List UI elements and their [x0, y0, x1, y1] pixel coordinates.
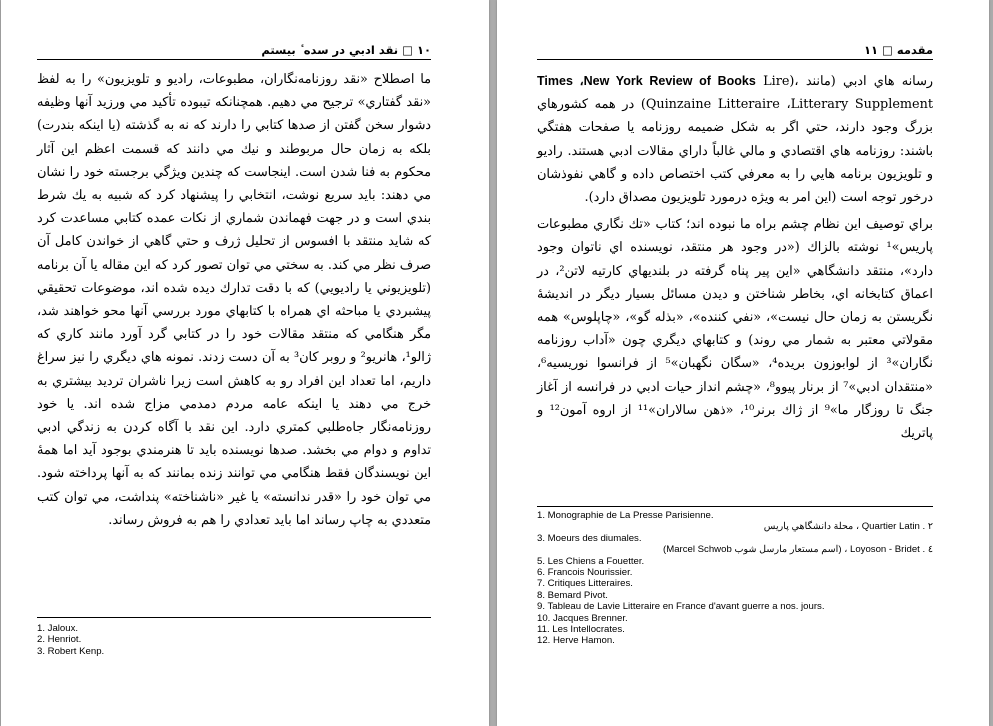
- footnote-item: 3. Robert Kenp.: [37, 645, 105, 657]
- footnote-item: ٢ . Quartier Latin ، محلة دانشگاهي پاريس: [763, 521, 933, 533]
- right-running-head: مقدمه □ ١١: [863, 43, 933, 57]
- footnote-item: 2. Henriot.: [37, 634, 82, 646]
- latin-journal-titles: Times ،New York Review of Books: [537, 74, 756, 88]
- left-footnote-rule: [37, 617, 431, 618]
- footnote-item: ٤ . Loyoson - Bridet ، (اسم مستعار مارسل شوب Marcel Schwob): [663, 544, 933, 556]
- footnote-item: 6. Francois Nourissier.: [537, 567, 633, 579]
- left-running-head: ١٠ □ نقد ادبي در سده ٔ بيستم: [261, 43, 431, 57]
- right-footnote-rule: [537, 506, 933, 507]
- footnote-item: 10. Jacques Brenner.: [537, 612, 628, 624]
- paragraph-1-rest: Lire)، Quinzaine Litteraire ،Litterary Supplement) در همه كشورهاي بزرگ وجود دارند، حتي اگر به شكل ضميمه روزنامه يا صفحات هفتگي باشند: روزنامه هاي اقتصادي و مالي غالباً داراي مقالات ادبي هستند. راديو و تلويزيون برنامه هايي را به معرفي كتب اختصاص داده و گاهي نفوذشان درخور توجه است (اين امر به ويژه درمورد تلويزيون مصداق دارد).: [537, 74, 933, 206]
- left-page-header: [37, 43, 431, 60]
- right-page-header: [537, 43, 933, 60]
- footnote-item: 3. Moeurs des diumales.: [537, 532, 642, 544]
- right-page: [497, 0, 989, 726]
- paragraph-1-lead: رسانه هاي ادبي (مانند: [805, 74, 933, 89]
- right-page-body: [537, 70, 933, 445]
- footnote-item: 11. Les Intellocrates.: [537, 624, 625, 636]
- footnote-item: 1. Jaloux.: [37, 623, 79, 634]
- footnote-item: 9. Tableau de Lavie Litteraire en France d'avant guerre a nos. jours.: [537, 601, 825, 613]
- footnote-item: 12. Herve Hamon.: [537, 635, 615, 647]
- footnote-item: 1. Monographie de La Presse Parisienne.: [537, 510, 714, 521]
- right-paragraph-2: براي توصيف اين نظام چشم براه ما نبوده اند؛ كتاب «تك نگاري مطبوعات پاريس»¹ نوشته بالزاك («در وجود هر منتقد، نويسنده اي ناتوان وجود دارد»، منتقد دانشگاهي «اين پير پناه گرفته در بلنديهاي كارتيه لاتن²، در اعماق كتابخانه اي، بخاطر شناختن و ديدن مسائل بسيار ديگر در انديشهٔ نگريستن به زمان حال نيست»، «نفي كننده»، «بذله گو»، «چاپلوس» همه مقولاتي معتبر به شمار مي روند) و كتابهاي ديگري چون «آداب روزنامه نگاران»³ از لوابوزون بريده⁴، «سگان نگهبان»⁵ از فرانسوا نوريسيه⁶، «منتقدان ادبي»⁷ از برنار پيوو⁸، «چشم انداز حيات ادبي در فرانسه از آغاز جنگ تا روزگار ما»⁹ از ژاك برنر¹⁰، «ذهن سالاران»¹¹ از اروه آمون¹² و پاتريك: [537, 217, 934, 442]
- right-paragraph-1: [537, 70, 933, 209]
- footnote-item: 7. Critiques Litteraires.: [537, 578, 633, 590]
- left-page-body: [37, 68, 431, 532]
- right-footnotes: [537, 510, 933, 647]
- left-page: [1, 0, 489, 726]
- left-footnotes: [37, 623, 104, 657]
- left-paragraph-1: ما اصطلاح «نقد روزنامه‌نگاران، مطبوعات، راديو و تلويزيون» را به لفظ «نقد گفتاري» ترجيح مي دهيم. همچنانكه تيبوده تأكيد مي ورزيد آنها وظيفه دشوار سخن گفتن از صدها كتابي را دارند كه نه به گذشته (يا اينكه بندرت) بلكه به زمان حال مربوطند و نيك مي دانند كه قسمت اعظم اين آثار محكوم به فنا شدن است. اينجاست كه چندين ويژگي برجسته خود را نشان مي دهند: بايد سريع نوشت، انتخابي را پيشنهاد كرد كه شبيه به يك شرط بندي است و در جهت فهماندن شماري از نكات عمده كتابي مساعدت كرد كه شايد منتقد با افسوس از تحليل ژرف و حتي گاهي از خواندن كامل آن صرف نظر مي كند. به سختي مي توان تصور كرد كه اين مقاله يا آن برنامه (تلويزيوني يا راديويي) كه با دقت تدارك ديده شده اند، موضوعات تحقيقي پيشبردي يا مباحثه اي همراه با كتابهاي مورد بررسي آنها محو خواهند شد، مگر هنگامي كه منتقد مقالات خود را در كتابي گرد آورد مانند كاري كه ژالو¹، هانريو² و روبر كان³ به آن دست زدند. نمونه هاي ديگري را نيز سراغ داريم، اما تعداد اين افراد رو به كاهش است زيرا ناشران ترديد بيشتري به خرج مي دهند يا اينكه عامه مردم دمدمي مزاج شده اند. يا خود روزنامه‌نگار جاه‌طلبي كمتري دارد. اين نقد با آگاه كردن به زندگي ادبي تداوم و دوام مي بخشد. صدها نويسنده بايد تا هنرمندي بوجود آيد اما همهٔ اين نويسندگان فقط هنگامي مي توانند زنده بمانند كه به آنها پرداخته شود. مي توان خود را «قدر ندانسته» يا غير «ناشناخته» پنداشت، مي توان كتب متعددي به چاپ رساند اما بايد تعدادي را هم به فروش رساند.: [37, 72, 431, 528]
- footnote-item: 8. Bemard Pivot.: [537, 589, 608, 601]
- footnote-item: 5. Les Chiens a Fouetter.: [537, 555, 645, 567]
